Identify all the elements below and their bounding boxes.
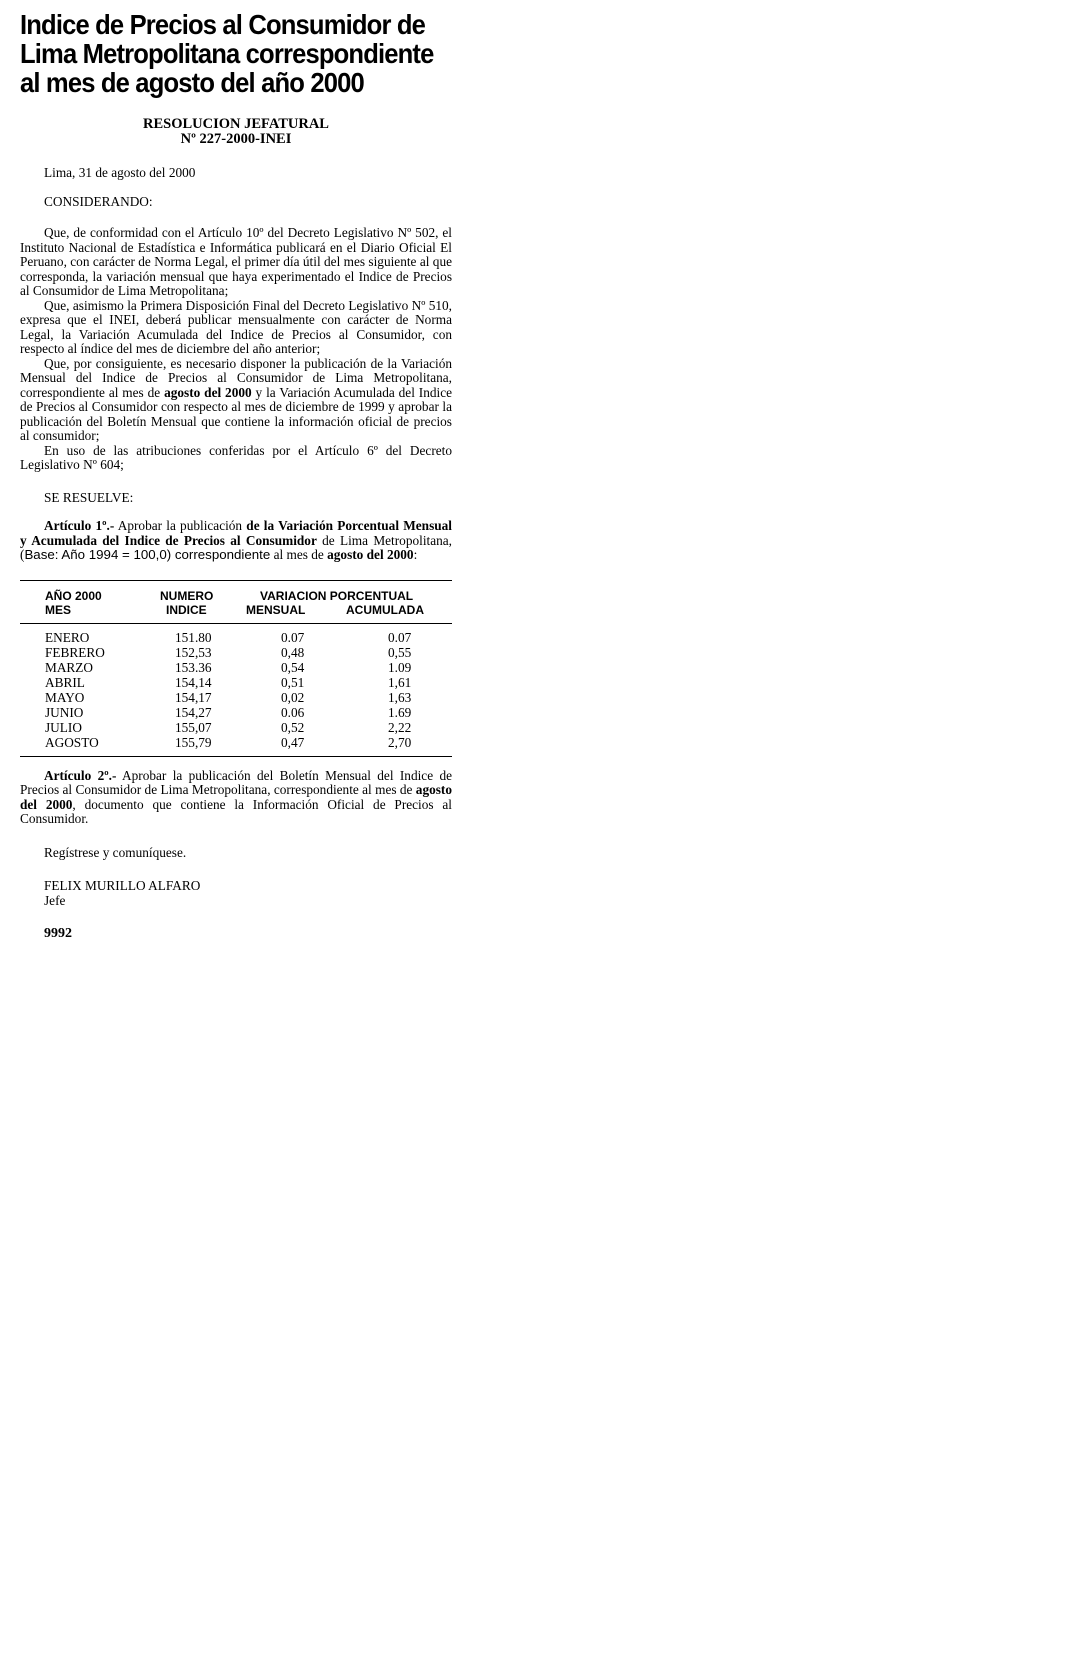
table-row bbox=[20, 690, 452, 705]
cpi-table bbox=[20, 580, 452, 757]
header-month: MES bbox=[45, 602, 72, 617]
article-2 bbox=[20, 769, 452, 827]
table-body bbox=[20, 624, 452, 750]
cell-index: 151.80 bbox=[175, 629, 212, 645]
cell-cumulative: 2,70 bbox=[388, 734, 412, 750]
resolution-heading bbox=[20, 117, 452, 147]
title-line: Lima Metropolitana correspondiente bbox=[20, 38, 434, 69]
resolution-number: Nº 227-2000-INEI bbox=[180, 131, 292, 147]
article-1 bbox=[20, 519, 452, 563]
table-row bbox=[20, 675, 452, 690]
cell-cumulative: 2,22 bbox=[388, 719, 412, 735]
cell-month: ENERO bbox=[45, 629, 90, 645]
closing-formula: Regístrese y comuníquese. bbox=[44, 844, 187, 860]
cell-month: JULIO bbox=[45, 719, 82, 735]
cell-index: 155,79 bbox=[175, 734, 212, 750]
document-date: Lima, 31 de agosto del 2000 bbox=[44, 165, 196, 180]
cell-index: 152,53 bbox=[175, 644, 212, 660]
cell-index: 154,17 bbox=[175, 689, 212, 705]
article-1-label: Artículo 1º.- bbox=[44, 518, 115, 533]
article-1-text-2: de Lima Metropolitana, ( bbox=[20, 532, 452, 562]
cell-month: MARZO bbox=[45, 659, 94, 675]
resolution-type: RESOLUCION JEFATURAL bbox=[143, 116, 329, 132]
signatory-role: Jefe bbox=[44, 892, 66, 908]
paragraph-4: En uso de las atribuciones conferidas por el Artículo 6º del Decreto Legislativo Nº 604; bbox=[20, 442, 452, 472]
cell-monthly: 0,51 bbox=[281, 674, 305, 690]
se-resuelve-heading: SE RESUELVE: bbox=[44, 489, 134, 505]
article-1-colon: : bbox=[413, 547, 418, 562]
header-monthly: MENSUAL bbox=[246, 602, 306, 617]
header-variation-group: VARIACION PORCENTUAL bbox=[260, 588, 414, 603]
header-year: AÑO 2000 bbox=[45, 588, 102, 603]
table-row bbox=[20, 705, 452, 720]
article-1-base: Base: Año 1994 = 100,0) correspondiente bbox=[24, 547, 271, 562]
cell-monthly: 0,02 bbox=[281, 689, 305, 705]
cell-monthly: 0.06 bbox=[281, 704, 305, 720]
article-1-period: agosto del 2000 bbox=[327, 547, 414, 562]
cell-cumulative: 0,55 bbox=[388, 644, 412, 660]
document-title bbox=[20, 10, 453, 97]
considerando-heading: CONSIDERANDO: bbox=[44, 193, 153, 209]
paragraph-2: Que, asimismo la Primera Disposición Final del Decreto Legislativo Nº 510, expresa que el INEI, deberá publicar mensualmente con carácter de Norma Legal, la Variación Acumulada del Indice de Precios al Consumidor, con respecto al índice del mes de diciembre del año anterior; bbox=[20, 297, 452, 356]
cell-monthly: 0,47 bbox=[281, 734, 305, 750]
title-line: al mes de agosto del año 2000 bbox=[20, 67, 364, 98]
table-row bbox=[20, 720, 452, 735]
article-2-period: agosto del 2000 bbox=[20, 782, 452, 812]
cell-monthly: 0,52 bbox=[281, 719, 305, 735]
header-index: INDICE bbox=[166, 602, 207, 617]
cell-cumulative: 1.09 bbox=[388, 659, 412, 675]
cell-month: FEBRERO bbox=[45, 644, 105, 660]
article-2-text-end: , documento que contiene la Información Oficial de Precios al Consumidor. bbox=[20, 796, 452, 826]
signature-block bbox=[20, 879, 452, 908]
article-2-text: Aprobar la publicación del Boletín Mensual del Indice de Precios al Consumidor de Lima Metropolitana, correspondiente al mes de bbox=[20, 767, 452, 797]
cell-month: JUNIO bbox=[45, 704, 84, 720]
signatory-name: FELIX MURILLO ALFARO bbox=[44, 878, 201, 893]
table-row bbox=[20, 645, 452, 660]
cell-cumulative: 0.07 bbox=[388, 629, 412, 645]
article-1-bold-text: de la Variación Porcentual Mensual y Acumulada del Indice de Precios al Consumidor bbox=[20, 518, 452, 548]
cell-month: AGOSTO bbox=[45, 734, 99, 750]
considerando-body bbox=[20, 226, 452, 473]
cell-index: 153.36 bbox=[175, 659, 212, 675]
article-1-text: Aprobar la publicación bbox=[114, 518, 247, 533]
document-column bbox=[20, 10, 452, 942]
cell-monthly: 0,54 bbox=[281, 659, 305, 675]
cell-cumulative: 1.69 bbox=[388, 704, 412, 720]
article-1-text-3: al mes de bbox=[270, 547, 328, 562]
cell-index: 154,14 bbox=[175, 674, 212, 690]
cell-cumulative: 1,63 bbox=[388, 689, 412, 705]
cell-month: MAYO bbox=[45, 689, 85, 705]
table-header bbox=[20, 589, 452, 624]
paragraph-3-text-end: y la Variación Acumulada del Indice de Precios al Consumidor con respecto al mes de diciembre de 1999 y aprobar la publicación del Boletín Mensual que contiene la información oficial de precios al consumidor; bbox=[20, 384, 453, 443]
cell-month: ABRIL bbox=[45, 674, 85, 690]
cell-index: 154,27 bbox=[175, 704, 212, 720]
paragraph-1: Que, de conformidad con el Artículo 10º del Decreto Legislativo Nº 502, el Instituto Nacional de Estadística e Informática publicará en el Diario Oficial El Peruano, con carácter de Norma Legal, el primer día útil del mes siguiente al que corresponda, la variación mensual que haya experimentado el Indice de Precios al Consumidor de Lima Metropolitana; bbox=[20, 225, 452, 298]
table-row bbox=[20, 735, 452, 750]
paragraph-3 bbox=[20, 357, 452, 444]
cell-monthly: 0,48 bbox=[281, 644, 305, 660]
paragraph-3-text: Que, por consiguiente, es necesario disponer la publicación de la Variación Mensual del Indice de Precios al Consumidor de Lima Metropolitana, correspondiente al mes de bbox=[20, 355, 452, 400]
article-2-label: Artículo 2º.- bbox=[44, 767, 117, 783]
cell-cumulative: 1,61 bbox=[388, 674, 412, 690]
header-cumulative: ACUMULADA bbox=[346, 602, 424, 617]
paragraph-3-period: agosto del 2000 bbox=[164, 384, 252, 400]
header-number: NUMERO bbox=[160, 588, 214, 603]
cell-monthly: 0.07 bbox=[281, 629, 305, 645]
cell-index: 155,07 bbox=[175, 719, 212, 735]
page-number: 9992 bbox=[44, 926, 72, 941]
table-row bbox=[20, 660, 452, 675]
table-row bbox=[20, 630, 452, 645]
title-line: Indice de Precios al Consumidor de bbox=[20, 9, 426, 40]
